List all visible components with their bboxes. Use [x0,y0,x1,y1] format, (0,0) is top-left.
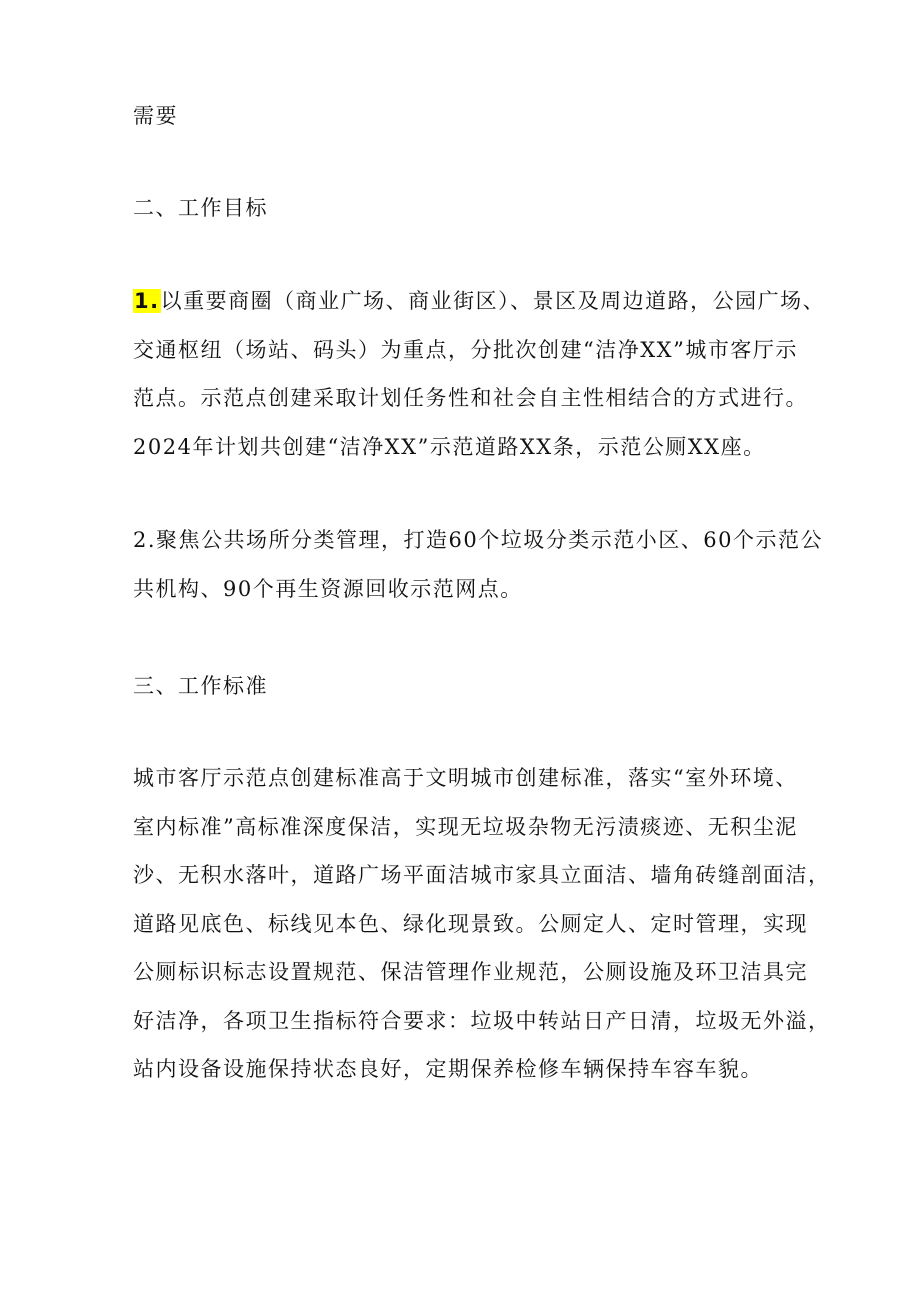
paragraph-item-1 [133,277,826,471]
standard-line-1: 城市客厅示范点创建标准高于文明城市创建标准，落实“室外环境、 [133,766,798,790]
item1-line-3: 范点。示范点创建采取计划任务性和社会自主性相结合的方式进行。 [133,386,808,410]
standard-line-3: 沙、无积水落叶，道路广场平面洁城市家具立面洁、墙角砖缝剖面洁， [133,863,831,887]
item2-line-1: 2.聚焦公共场所分类管理，打造60个垃圾分类示范小区、60个示范公 [133,528,823,552]
section-heading-goals [133,184,813,233]
paragraph-item-2 [133,516,823,613]
standard-line-6: 好洁净，各项卫生指标符合要求：垃圾中转站日产日清，垃圾无外溢， [133,1008,831,1033]
section-heading-standards [133,662,813,711]
highlighted-number: 1. [134,289,160,313]
item2-line-2: 共机构、90个再生资源回收示范网点。 [133,576,523,601]
fragment-line: 需要 [133,104,178,128]
section3-heading-text: 三、工作标准 [133,674,268,698]
paragraph-standards [133,754,831,1094]
item1-line-1 [133,277,826,326]
standard-line-4: 道路见底色、标线见本色、绿化现景致。公厕定人、定时管理，实现 [133,911,808,936]
item1-line-4: 2024年计划共创建“洁净XX”示范道路XX条，示范公厕XX座。 [133,434,766,459]
standard-line-5: 公厕标识标志设置规范、保洁管理作业规范，公厕设施及环卫洁具完 [133,960,808,984]
section2-heading-text: 二、工作目标 [133,196,268,220]
standard-line-7: 站内设备设施保持状态良好，定期保养检修车辆保持车容车貌。 [133,1057,763,1081]
text-fragment [133,92,813,141]
item1-line-2: 交通枢纽（场站、码头）为重点，分批次创建“洁净XX”城市客厅示 [133,337,798,362]
item1-line-1-text: 以重要商圈（商业广场、商业街区）、景区及周边道路，公园广场、 [160,289,826,313]
standard-line-2: 室内标准”高标准深度保洁，实现无垃圾杂物无污渍痰迹、无积尘泥 [133,814,798,839]
